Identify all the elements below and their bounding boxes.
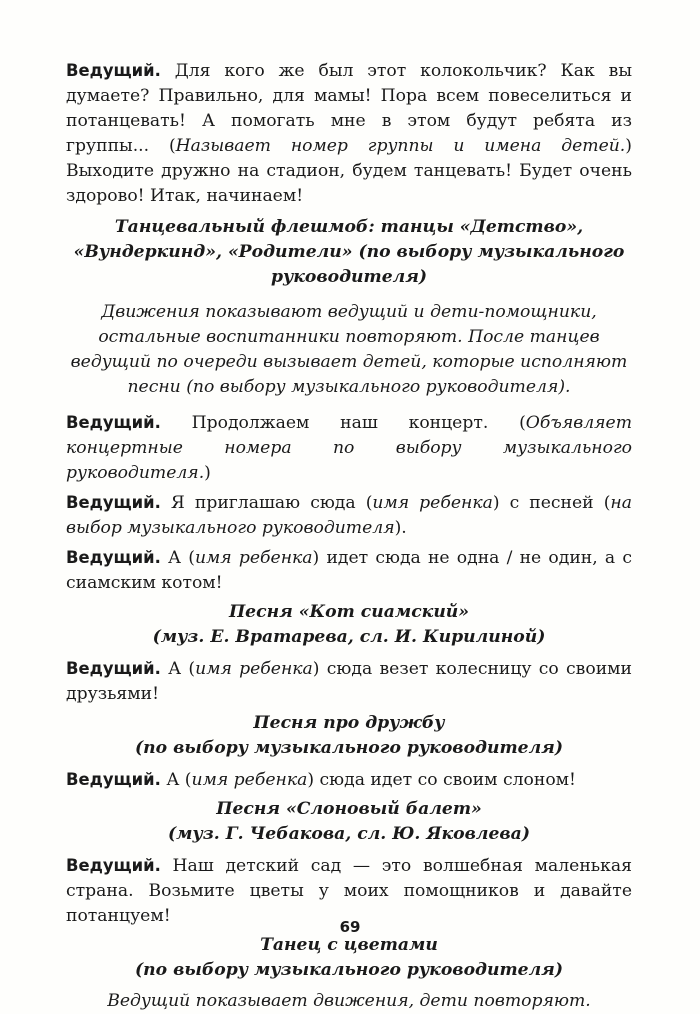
paragraph-text: ) с песней ( — [492, 493, 611, 513]
paragraph-text: ). — [394, 518, 407, 538]
stage-remark: имя ребенка — [195, 659, 313, 679]
speaker-label: Ведущий. — [66, 770, 161, 789]
song-credits: (муз. Е. Вратарева, сл. И. Кирилиной) — [152, 627, 546, 647]
song-credits: (муз. Г. Чебакова, сл. Ю. Яковлева) — [168, 824, 530, 844]
speaker-label: Ведущий. — [66, 548, 161, 567]
stage-direction-2: Ведущий показывает движения, дети повторяют. — [107, 991, 591, 1011]
paragraph-text: ) Выходите дружно на стадион, будем танцевать! Будет очень здорово! Итак, начинаем! — [66, 136, 632, 206]
paragraph-5 — [66, 656, 632, 707]
stage-direction-1: Движения показывают ведущий и дети-помощники, остальные воспитанники повторяют. После танцев ведущий по очереди вызывает детей, которые исполняют песни (по выбору музыкального руководителя). — [70, 302, 628, 397]
paragraph-2 — [66, 410, 632, 486]
song-heading-siamese-cat — [66, 600, 632, 650]
paragraph-text: ) идет сюда не одна / не один, а с сиамским котом! — [66, 548, 632, 593]
paragraph-text: ) сюда везет колесницу со своими друзьями! — [66, 659, 632, 704]
song-title: Песня «Кот сиамский» — [228, 602, 470, 622]
song-heading-friendship — [66, 711, 632, 761]
dance-credits: (по выбору музыкального руководителя) — [135, 960, 563, 980]
paragraph-text: ) — [204, 463, 211, 483]
stage-remark: Объявляет концертные номера по выбору музыкального руководителя. — [66, 413, 632, 483]
paragraph-4 — [66, 545, 632, 596]
speaker-label: Ведущий. — [66, 856, 161, 875]
paragraph-text: А ( — [160, 548, 195, 568]
stage-remark: имя ребенка — [191, 770, 308, 790]
song-title: Песня «Слоновый балет» — [216, 799, 482, 819]
section-heading-flashmob: Танцевальный флешмоб: танцы «Детство», «Вундеркинд», «Родители» (по выбору музыкального руководителя) — [73, 217, 625, 287]
speaker-label: Ведущий. — [66, 61, 161, 80]
dance-title: Танец с цветами — [260, 935, 438, 955]
stage-remark: имя ребенка — [372, 493, 493, 513]
speaker-label: Ведущий. — [66, 493, 161, 512]
paragraph-text: Я приглашаю сюда ( — [160, 493, 373, 513]
paragraph-6 — [66, 767, 632, 793]
stage-remark: имя ребенка — [194, 548, 313, 568]
dance-heading-flowers — [66, 933, 632, 983]
stage-remark: Называет номер группы и имена детей. — [175, 136, 626, 156]
speaker-label: Ведущий. — [66, 659, 161, 678]
paragraph-text: Продолжаем наш концерт. ( — [160, 413, 526, 433]
paragraph-text: А ( — [160, 659, 196, 679]
song-title: Песня про дружбу — [253, 713, 445, 733]
stage-remark: на выбор музыкального руководителя — [66, 493, 632, 538]
paragraph-1 — [66, 58, 632, 209]
speaker-label: Ведущий. — [66, 413, 161, 432]
paragraph-text: А ( — [160, 770, 192, 790]
song-credits: (по выбору музыкального руководителя) — [135, 738, 563, 758]
paragraph-text: Для кого же был этот колокольчик? Как вы думаете? Правильно, для мамы! Пора всем повеселиться и потанцевать! А помогать мне в этом будут ребята из группы... ( — [66, 61, 632, 156]
paragraph-text: ) сюда идет со своим слоном! — [307, 770, 576, 790]
song-heading-elephant-ballet — [66, 797, 632, 847]
paragraph-text: Наш детский сад — это волшебная маленькая страна. Возьмите цветы у моих помощников и давайте потанцуем! — [66, 856, 632, 926]
paragraph-3 — [66, 490, 632, 541]
page-number: 69 — [339, 918, 361, 936]
